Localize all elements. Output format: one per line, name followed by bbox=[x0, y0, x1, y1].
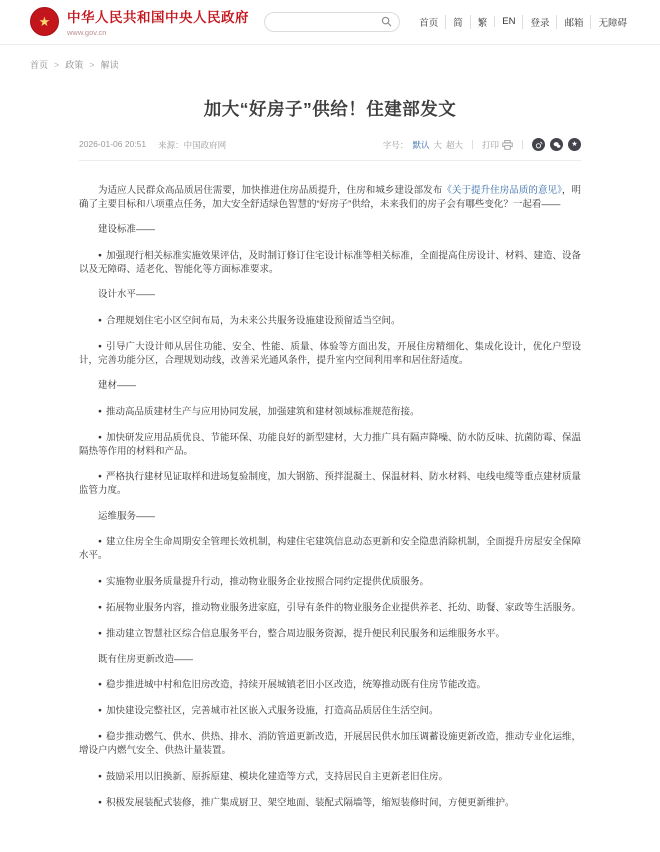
policy-document-link[interactable]: 《关于提升住房品质的意见》 bbox=[442, 185, 562, 196]
bullet-item: ● 严格执行建材见证取样和进场复验制度，加大钢筋、预拌混凝土、保温材料、防水材料、电线电缆等重点建材质量监管力度。 bbox=[79, 471, 581, 496]
site-name: 中华人民共和国中央人民政府 bbox=[67, 10, 249, 25]
top-nav bbox=[412, 15, 634, 29]
bullet-icon: ● bbox=[98, 251, 102, 259]
bullet-item: ● 鼓励采用以旧换新、原拆原建、模块化建造等方式，支持居民自主更新老旧住房。 bbox=[98, 771, 448, 782]
article-meta bbox=[79, 138, 581, 161]
bullet-item: ● 加快建设完整社区，完善城市社区嵌入式服务设施，打造高品质居住生活空间。 bbox=[98, 705, 439, 717]
search-icon[interactable] bbox=[381, 16, 392, 27]
article-body bbox=[79, 161, 581, 852]
bullet-icon: ● bbox=[98, 538, 102, 545]
bullet-item: ● 加快研发应用品质优良、节能环保、功能良好的新型建材，大力推广具有隔声降噪、防水防反味、抗菌防霉、保温隔热等作用的材料和产品。 bbox=[79, 432, 581, 457]
bullet-item: ● 稳步推进城中村和危旧房改造，持续开展城镇老旧小区改造，统筹推动既有住房节能改造。 bbox=[98, 679, 486, 691]
nav-link-3[interactable]: 繁 bbox=[470, 15, 495, 29]
font-size-option-大[interactable]: 大 bbox=[433, 139, 442, 150]
section-heading: 建设标准—— bbox=[98, 224, 156, 235]
bullet-icon: ● bbox=[98, 629, 102, 637]
bullet-icon: ● bbox=[98, 707, 102, 714]
search-input[interactable] bbox=[272, 16, 381, 28]
bullet-icon: ● bbox=[98, 681, 102, 688]
font-size-option-超大[interactable]: 超大 bbox=[445, 139, 463, 150]
section-heading: 设计水平—— bbox=[98, 289, 156, 300]
breadcrumb-item-2[interactable]: 政策 bbox=[65, 60, 84, 70]
bullet-item: ● 稳步推动燃气、供水、供热、排水、消防管道更新改造，开展居民供水加压调蓄设施更新改造，推动专业化运维，增设户内燃气安全、供热计量装置。 bbox=[79, 731, 581, 756]
font-size-options bbox=[408, 139, 463, 151]
publish-datetime: 2026-01-06 20:51 bbox=[79, 138, 147, 149]
bullet-icon: ● bbox=[98, 733, 102, 740]
bullet-item: ● 拓展物业服务内容，推动物业服务进家庭，引导有条件的物业服务企业提供养老、托幼、助餐、家政等生活服务。 bbox=[98, 602, 581, 613]
nav-link-7[interactable]: 无障碍 bbox=[590, 15, 634, 29]
bullet-item: ● 引导广大设计师从居住功能、安全、性能、质量、体验等方面出发，开展住房精细化、集成化设计，优化户型设计，完善功能分区，合理规划动线，改善采光通风条件，提升室内空间利用率和居住舒适度。 bbox=[79, 341, 581, 366]
print-label: 打印 bbox=[481, 139, 499, 150]
printer-icon bbox=[502, 140, 513, 150]
bullet-icon: ● bbox=[98, 316, 102, 324]
bullet-icon: ● bbox=[98, 772, 102, 780]
divider bbox=[472, 140, 473, 149]
bullet-icon: ● bbox=[98, 798, 102, 806]
wechat-share-icon[interactable] bbox=[550, 138, 563, 151]
nav-link-1[interactable]: 首页 bbox=[419, 17, 439, 29]
breadcrumb-separator: > bbox=[54, 60, 60, 70]
bullet-icon: ● bbox=[98, 577, 102, 585]
bullet-item: ● 推动建立智慧社区综合信息服务平台，整合周边服务资源，提升便民利民服务和运维服务水平。 bbox=[98, 628, 505, 639]
search-box[interactable] bbox=[264, 12, 400, 32]
nav-link-4[interactable]: EN bbox=[494, 16, 522, 27]
bullet-icon: ● bbox=[98, 433, 102, 441]
weibo-share-icon[interactable] bbox=[532, 138, 545, 151]
bullet-item: ● 合理规划住宅小区空间布局，为未来公共服务设施建设预留适当空间。 bbox=[98, 315, 401, 326]
site-header bbox=[0, 0, 660, 45]
national-emblem-icon: ★ bbox=[30, 7, 59, 36]
bullet-item: ● 积极发展装配式装修，推广集成厨卫、架空地面、装配式隔墙等，缩短装修时间，方便更新维护。 bbox=[98, 797, 515, 808]
bullet-icon: ● bbox=[98, 342, 103, 350]
font-size-option-默认[interactable]: 默认 bbox=[412, 139, 430, 150]
nav-link-5[interactable]: 登录 bbox=[522, 15, 556, 29]
page-title: 加大“好房子”供给！住建部发文 bbox=[203, 99, 457, 119]
breadcrumb-item-1[interactable]: 首页 bbox=[30, 60, 49, 70]
article-source: 来源：中国政府网 bbox=[158, 139, 227, 150]
bullet-item: ● 建立住房全生命周期安全管理长效机制，构建住宅建筑信息动态更新和安全隐患消除机制，全面提升房屋安全保障水平。 bbox=[79, 536, 581, 561]
qzone-share-icon[interactable]: ★ bbox=[568, 138, 581, 151]
bullet-item: ● 实施物业服务质量提升行动，推动物业服务企业按照合同约定提供优质服务。 bbox=[98, 576, 429, 587]
nav-link-6[interactable]: 邮箱 bbox=[556, 15, 590, 29]
font-size-label: 字号： bbox=[382, 139, 409, 150]
bullet-icon: ● bbox=[98, 603, 102, 611]
divider bbox=[522, 140, 523, 149]
bullet-item: ● 加强现行相关标准实施效果评估，及时制订修订住宅设计标准等相关标准，全面提高住房设计、材料、建造、设备以及无障碍、适老化、智能化等方面标准要求。 bbox=[79, 250, 581, 275]
site-logo[interactable] bbox=[30, 6, 249, 37]
section-heading: 既有住房更新改造—— bbox=[98, 653, 194, 665]
nav-link-2[interactable]: 简 bbox=[445, 15, 470, 29]
print-button[interactable] bbox=[482, 139, 513, 151]
breadcrumb-item-3[interactable]: 解读 bbox=[100, 60, 119, 70]
site-url: www.gov.cn bbox=[67, 28, 107, 37]
bullet-icon: ● bbox=[98, 407, 102, 415]
section-heading: 建材—— bbox=[98, 380, 137, 391]
article bbox=[79, 96, 581, 852]
bullet-item: ● 推动高品质建材生产与应用协同发展，加强建筑和建材领域标准规范衔接。 bbox=[98, 406, 420, 417]
breadcrumb-separator: > bbox=[89, 60, 95, 70]
share-buttons bbox=[532, 138, 581, 151]
breadcrumb bbox=[0, 45, 660, 71]
lead-paragraph: 为适应人民群众高品质居住需要，加快推进住房品质提升，住房和城乡建设部发布《关于提升住房品质的意见》，明确了主要目标和八项重点任务，加大安全舒适绿色智慧的“好房子”供给，未来我们的房子会有哪些变化？一起看—— bbox=[79, 185, 581, 210]
section-heading: 运维服务—— bbox=[98, 510, 156, 522]
bullet-icon: ● bbox=[98, 473, 102, 480]
